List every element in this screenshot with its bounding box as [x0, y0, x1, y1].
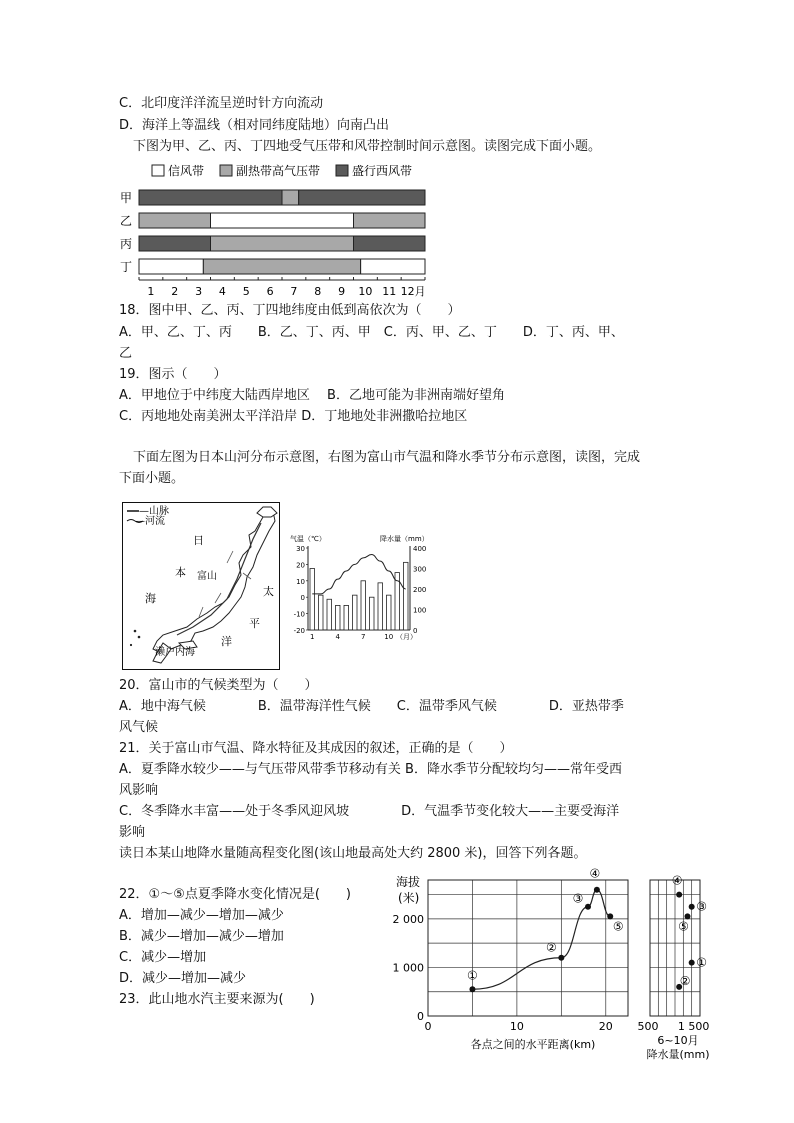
climate-left-tick: 0 — [300, 594, 305, 603]
belt-segment — [299, 190, 425, 205]
elev-point-label: ③ — [572, 891, 584, 906]
question-21: 21．关于富山市气温、降水特征及其成因的叙述，正确的是（ ） — [119, 741, 513, 756]
elev-point — [594, 887, 600, 893]
belt-chart-svg — [118, 161, 438, 301]
belt-segment — [139, 236, 211, 251]
elevation-chart — [388, 868, 728, 1068]
japan-map-svg — [123, 503, 279, 669]
precip-bar — [310, 569, 315, 631]
question-21-cd-wrap: 影响 — [119, 825, 146, 840]
intro-elevation: 读日本某山地降水量随高程变化图(该山地最高处大约 2800 米)，回答下列各题。 — [119, 846, 587, 861]
elev-x-label: 各点之间的水平距离(km) — [470, 1038, 596, 1051]
climate-left-axis-label: 气温（℃） — [290, 535, 326, 543]
belt-segment — [211, 236, 354, 251]
elev-y-unit: (米) — [398, 891, 420, 905]
option-d-prev: D．海洋上等温线（相对同纬度陆地）向南凸出 — [119, 118, 390, 133]
elev-y-label: 海拔 — [396, 875, 421, 889]
question-18-options: A．甲、乙、丁、丙 B．乙、丁、丙、甲 C．丙、甲、乙、丁 D．丁、丙、甲、 — [119, 325, 624, 340]
row-label: 丙 — [120, 237, 133, 251]
elev-point-label: ② — [545, 940, 557, 955]
climate-right-tick: 100 — [413, 606, 427, 615]
climate-x-tick: 4 — [335, 633, 340, 641]
climate-left-tick: 10 — [296, 577, 305, 586]
intro-japan: 下面左图为日本山河分布示意图，右图为富山市气温和降水季节分布示意图，读图，完成 — [133, 450, 641, 465]
climate-right-tick: 300 — [413, 565, 427, 574]
climate-right-axis-label: 降水量（mm） — [380, 535, 429, 543]
precip-point-label: ④ — [671, 873, 683, 888]
belt-segment — [211, 213, 354, 228]
climate-x-tick: 1 — [310, 633, 315, 641]
belt-x-tick-label: 4 — [218, 285, 226, 298]
legend-label: 副热带高气压带 — [236, 164, 321, 178]
precip-bar — [361, 581, 366, 630]
elevation-chart-svg — [388, 868, 728, 1068]
climate-chart — [284, 532, 448, 648]
precip-point — [689, 960, 695, 966]
map-label-ri: 日 — [193, 534, 204, 547]
belt-segment — [139, 259, 203, 274]
precip-bar — [336, 605, 341, 630]
belt-x-tick-label: 1 — [147, 285, 155, 298]
precip-point-label: ① — [696, 955, 708, 970]
climate-right-tick: 200 — [413, 586, 427, 594]
question-20-options: A．地中海气候 B．温带海洋性气候 C．温带季风气候 D．亚热带季 — [119, 699, 624, 714]
belt-segment — [361, 259, 425, 274]
legend-swatch — [152, 165, 164, 176]
climate-x-tick: 7 — [361, 633, 366, 641]
question-19-ab: A．甲地位于中纬度大陆西岸地区 B．乙地可能为非洲南端好望角 — [119, 388, 505, 403]
climate-x-tick: 10 — [384, 633, 394, 641]
climate-right-tick: 0 — [413, 627, 418, 635]
japan-map — [122, 502, 280, 670]
question-21-ab-wrap: 风影响 — [119, 783, 159, 798]
row-label: 乙 — [120, 214, 133, 228]
elev-y-tick: 1 000 — [392, 961, 424, 975]
question-22: 22．①～⑤点夏季降水变化情况是( ) — [119, 887, 351, 902]
belt-x-tick-label: 8 — [314, 285, 322, 298]
belt-segment — [282, 190, 299, 205]
belt-segment — [354, 236, 426, 251]
elev-y-tick: 0 — [417, 1010, 424, 1023]
precip-bar — [370, 597, 375, 630]
belt-segment — [139, 213, 211, 228]
belt-x-tick-label: 12月 — [400, 285, 426, 298]
elev-point-label: ④ — [589, 868, 601, 881]
belt-x-tick-label: 5 — [242, 285, 250, 298]
precip-bar — [404, 562, 409, 630]
legend-swatch — [220, 165, 232, 176]
precip-point-label: ② — [679, 973, 691, 988]
belt-segment — [354, 213, 426, 228]
precip-point — [676, 892, 682, 898]
precip-bar — [353, 595, 358, 630]
question-19: 19．图示（ ） — [119, 367, 227, 382]
map-label-toyama: 富山 — [197, 571, 217, 582]
map-label-seto: 濑户内海 — [155, 647, 195, 658]
elev-x-tick: 10 — [509, 1020, 524, 1033]
map-label-yang: 洋 — [221, 635, 232, 648]
question-20: 20．富山市的气候类型为（ ） — [119, 678, 318, 693]
belt-x-tick-label: 7 — [290, 285, 298, 298]
precip-label-months: 6~10月 — [657, 1034, 699, 1047]
precip-x-tick: 1 500 — [677, 1020, 710, 1033]
climate-left-tick: -10 — [293, 610, 305, 619]
belt-x-tick-label: 9 — [338, 285, 346, 298]
row-label: 甲 — [120, 191, 133, 205]
temperature-line — [312, 555, 406, 594]
precip-point — [689, 904, 695, 910]
precip-point-label: ③ — [696, 899, 708, 914]
question-22-c: C．减少—增加 — [119, 950, 207, 965]
question-18-wrap: 乙 — [119, 346, 133, 361]
belt-chart — [118, 161, 438, 301]
question-21-cd: C．冬季降水丰富——处于冬季风迎风坡 D．气温季节变化较大——主要受海洋 — [119, 804, 620, 819]
elev-x-tick: 0 — [424, 1020, 432, 1033]
elev-y-tick: 2 000 — [392, 912, 424, 926]
belt-segment — [203, 259, 360, 274]
row-label: 丁 — [120, 260, 133, 274]
belt-x-tick-label: 3 — [195, 285, 203, 298]
legend-swatch — [336, 165, 348, 176]
elev-point — [585, 904, 591, 910]
belt-x-tick-label: 6 — [266, 285, 274, 298]
question-23: 23．此山地水汽主要来源为( ) — [119, 992, 315, 1007]
climate-left-tick: -20 — [293, 627, 305, 635]
map-legend-river: —河流 — [135, 516, 165, 527]
climate-chart-svg — [284, 532, 448, 648]
climate-x-unit: （月） — [396, 633, 417, 641]
question-18: 18．图中甲、乙、丙、丁四地纬度由低到高依次为（ ） — [119, 303, 461, 318]
precip-bar — [327, 599, 332, 630]
map-label-ben: 本 — [175, 566, 186, 579]
belt-x-tick-label: 2 — [171, 285, 179, 298]
belt-x-tick-label: 11 — [382, 285, 397, 298]
elev-point — [558, 955, 564, 961]
question-20-wrap: 风气候 — [119, 720, 159, 735]
precip-label-unit: 降水量(mm) — [646, 1048, 710, 1061]
precip-bar — [387, 595, 392, 630]
precip-bar — [319, 595, 324, 630]
map-label-hai: 海 — [145, 592, 156, 605]
map-label-tai: 太 — [263, 585, 274, 598]
elev-x-tick: 20 — [598, 1020, 613, 1033]
elev-point-label: ① — [467, 968, 478, 983]
map-label-ping: 平 — [249, 617, 260, 630]
elev-point — [469, 986, 475, 992]
legend-label: 信风带 — [168, 164, 205, 178]
legend-label: 盛行西风带 — [352, 164, 413, 178]
belt-x-tick-label: 10 — [358, 285, 373, 298]
question-22-a: A．增加—减少—增加—减少 — [119, 908, 284, 923]
question-21-ab: A．夏季降水较少——与气压带风带季节移动有关 B．降水季节分配较均匀——常年受西 — [119, 762, 622, 777]
intro-belt: 下图为甲、乙、丙、丁四地受气压带和风带控制时间示意图。读图完成下面小题。 — [133, 139, 602, 154]
precip-x-tick: 500 — [637, 1020, 659, 1033]
elev-frame — [428, 880, 628, 1016]
precip-bar — [344, 605, 349, 630]
belt-segment — [139, 190, 282, 205]
question-22-b: B．减少—增加—减少—增加 — [119, 929, 284, 944]
precip-bar — [378, 583, 383, 630]
question-22-d: D．减少—增加—减少 — [119, 971, 247, 986]
precip-point-label: ⑤ — [678, 919, 689, 934]
climate-left-tick: 20 — [296, 561, 305, 570]
intro-japan-wrap: 下面小题。 — [119, 471, 185, 486]
climate-right-tick: 400 — [413, 545, 427, 553]
option-c-prev: C．北印度洋洋流呈逆时针方向流动 — [119, 96, 324, 111]
climate-left-tick: 30 — [296, 545, 305, 553]
elev-point-label: ⑤ — [612, 919, 624, 934]
map-legend-mountain: —山脉 — [139, 506, 169, 517]
question-19-cd: C．丙地地处南美洲太平洋沿岸 D．丁地地处非洲撒哈拉地区 — [119, 409, 468, 424]
